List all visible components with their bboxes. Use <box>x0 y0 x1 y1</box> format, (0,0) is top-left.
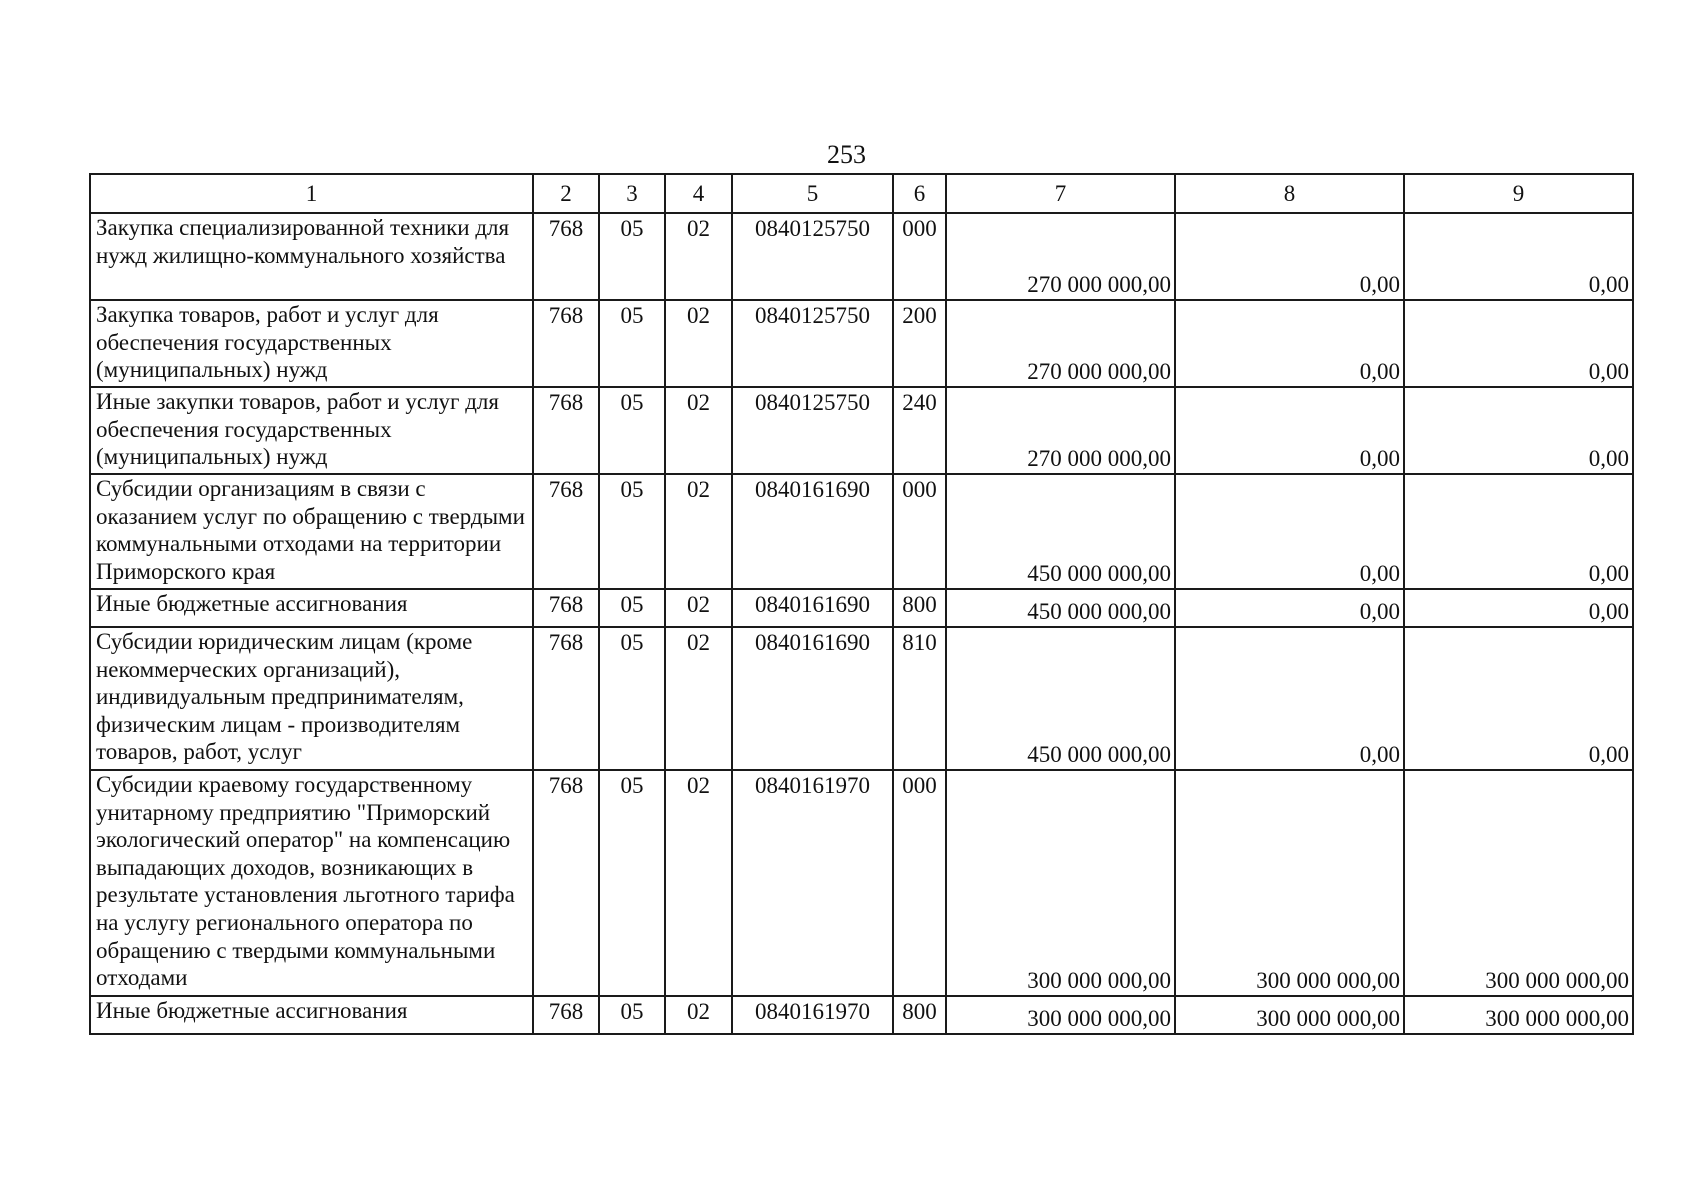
amount-year-2: 0,00 <box>1175 627 1404 770</box>
expense-name: Субсидии краевому государственному унитарному предприятию "Приморский экологический оператор" на компенсацию выпадающих доходов, возникающих в результате установления льготного тарифа на услугу регионального оператора по обращению с твердыми коммунальными отходами <box>90 770 533 996</box>
section-code: 05 <box>599 300 665 387</box>
amount-year-2: 0,00 <box>1175 589 1404 627</box>
expense-type-code: 200 <box>893 300 946 387</box>
amount-year-1: 270 000 000,00 <box>946 387 1175 474</box>
admin-code: 768 <box>533 627 599 770</box>
column-header: 4 <box>665 174 732 213</box>
table-row <box>90 589 1633 627</box>
expense-type-code: 810 <box>893 627 946 770</box>
subsection-code: 02 <box>665 300 732 387</box>
subsection-code: 02 <box>665 474 732 589</box>
amount-year-1: 300 000 000,00 <box>946 996 1175 1034</box>
expense-type-code: 000 <box>893 770 946 996</box>
amount-year-2: 0,00 <box>1175 387 1404 474</box>
subsection-code: 02 <box>665 387 732 474</box>
amount-year-3: 0,00 <box>1404 300 1633 387</box>
expense-type-code: 800 <box>893 589 946 627</box>
expense-name: Иные закупки товаров, работ и услуг для обеспечения государственных (муниципальных) нужд <box>90 387 533 474</box>
amount-year-3: 0,00 <box>1404 213 1633 300</box>
amount-year-3: 0,00 <box>1404 474 1633 589</box>
amount-year-1: 450 000 000,00 <box>946 589 1175 627</box>
amount-year-3: 300 000 000,00 <box>1404 770 1633 996</box>
target-code: 0840125750 <box>732 300 893 387</box>
expense-name: Закупка специализированной техники для нужд жилищно-коммунального хозяйства <box>90 213 533 300</box>
amount-year-1: 300 000 000,00 <box>946 770 1175 996</box>
section-code: 05 <box>599 770 665 996</box>
table-header-row <box>90 174 1633 213</box>
section-code: 05 <box>599 589 665 627</box>
table-row <box>90 213 1633 300</box>
amount-year-3: 0,00 <box>1404 627 1633 770</box>
subsection-code: 02 <box>665 213 732 300</box>
column-header: 8 <box>1175 174 1404 213</box>
page-number: 253 <box>827 140 866 169</box>
subsection-code: 02 <box>665 996 732 1034</box>
table-row <box>90 770 1633 996</box>
table-row <box>90 300 1633 387</box>
admin-code: 768 <box>533 300 599 387</box>
amount-year-1: 450 000 000,00 <box>946 627 1175 770</box>
amount-year-2: 300 000 000,00 <box>1175 996 1404 1034</box>
target-code: 0840125750 <box>732 213 893 300</box>
amount-year-2: 0,00 <box>1175 300 1404 387</box>
table-row <box>90 627 1633 770</box>
column-header: 5 <box>732 174 893 213</box>
expense-type-code: 000 <box>893 474 946 589</box>
expense-name: Закупка товаров, работ и услуг для обеспечения государственных (муниципальных) нужд <box>90 300 533 387</box>
section-code: 05 <box>599 996 665 1034</box>
amount-year-2: 0,00 <box>1175 213 1404 300</box>
expense-type-code: 800 <box>893 996 946 1034</box>
subsection-code: 02 <box>665 589 732 627</box>
section-code: 05 <box>599 627 665 770</box>
column-header: 7 <box>946 174 1175 213</box>
target-code: 0840161690 <box>732 627 893 770</box>
expense-type-code: 240 <box>893 387 946 474</box>
expense-type-code: 000 <box>893 213 946 300</box>
column-header: 2 <box>533 174 599 213</box>
amount-year-3: 0,00 <box>1404 589 1633 627</box>
target-code: 0840161970 <box>732 770 893 996</box>
amount-year-1: 270 000 000,00 <box>946 300 1175 387</box>
expense-name: Субсидии юридическим лицам (кроме некоммерческих организаций), индивидуальным предпринимателям, физическим лицам - производителям товаров, работ, услуг <box>90 627 533 770</box>
expense-name: Субсидии организациям в связи с оказанием услуг по обращению с твердыми коммунальными отходами на территории Приморского края <box>90 474 533 589</box>
section-code: 05 <box>599 213 665 300</box>
admin-code: 768 <box>533 213 599 300</box>
column-header: 3 <box>599 174 665 213</box>
expense-name: Иные бюджетные ассигнования <box>90 996 533 1034</box>
admin-code: 768 <box>533 996 599 1034</box>
target-code: 0840125750 <box>732 387 893 474</box>
amount-year-2: 0,00 <box>1175 474 1404 589</box>
table-row <box>90 387 1633 474</box>
expense-name: Иные бюджетные ассигнования <box>90 589 533 627</box>
admin-code: 768 <box>533 589 599 627</box>
target-code: 0840161690 <box>732 474 893 589</box>
amount-year-1: 450 000 000,00 <box>946 474 1175 589</box>
budget-table <box>89 173 1634 1035</box>
admin-code: 768 <box>533 770 599 996</box>
amount-year-3: 300 000 000,00 <box>1404 996 1633 1034</box>
subsection-code: 02 <box>665 627 732 770</box>
column-header: 9 <box>1404 174 1633 213</box>
section-code: 05 <box>599 387 665 474</box>
column-header: 6 <box>893 174 946 213</box>
admin-code: 768 <box>533 474 599 589</box>
table-row <box>90 996 1633 1034</box>
admin-code: 768 <box>533 387 599 474</box>
amount-year-2: 300 000 000,00 <box>1175 770 1404 996</box>
section-code: 05 <box>599 474 665 589</box>
target-code: 0840161970 <box>732 996 893 1034</box>
column-header: 1 <box>90 174 533 213</box>
table-row <box>90 474 1633 589</box>
subsection-code: 02 <box>665 770 732 996</box>
amount-year-1: 270 000 000,00 <box>946 213 1175 300</box>
amount-year-3: 0,00 <box>1404 387 1633 474</box>
target-code: 0840161690 <box>732 589 893 627</box>
